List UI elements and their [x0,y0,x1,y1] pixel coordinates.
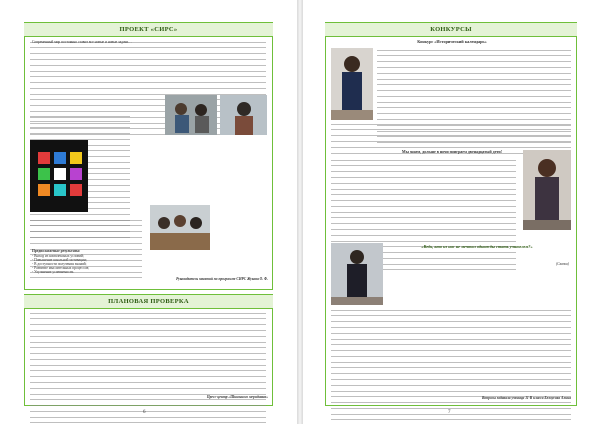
student-standing-photo [331,243,383,305]
teacher-portrait-photo [523,150,571,230]
inspection-signature: Пресс-центр «Школьного меридиана» [206,395,268,399]
page-number-left: 6 [143,410,146,415]
results-item-5: - Улучшение успеваемости. [32,270,75,274]
inspection-text-block [30,311,266,427]
intro-text: Современный мир постоянно ставит все новые и новые задачи… [32,40,132,44]
contest-subtitle: Конкурс «Исторический календарь» [417,40,487,44]
student-portrait-photo [331,48,373,120]
results-item-2: - Повышение школьной мотивации; [32,258,87,262]
left-page [0,0,297,424]
students-photo-2 [220,95,267,135]
contest-quote: «Ведь, кто из нас не мечтал однажды стать учителем?» [421,245,533,249]
students-photo-1 [165,95,217,135]
sirs-signature: Руководитель занятий по программе СИРС Жукова О. Ф. [176,277,268,281]
colored-squares-image [30,140,88,212]
results-item-1: - Выход из комплексных условий; [32,254,84,258]
contest-subtitle-2: Мы знаем, дольше в ночи поиграем двенадцатый дети! [401,150,503,154]
section-header-contests: КОНКУРСЫ [325,22,577,37]
puzzle-grid-icon [30,140,88,212]
contest-text-block-4 [331,308,571,424]
page-number-right: 7 [448,410,451,415]
results-item-4: - Развитие мыслительных процессов; [32,266,90,270]
contest-byline: Вопросы задавала ученица 11-В класса Белоусова Алина [481,396,571,400]
students-table-photo [150,205,210,250]
results-item-3: - В доступности получения знаний; [32,262,87,266]
contest-quote-author: (Сказка) [556,262,569,266]
section-header-sirs: ПРОЕКТ «СИРС» [24,22,273,37]
right-page [303,0,600,424]
section-header-inspection: ПЛАНОВАЯ ПРОВЕРКА [24,294,273,309]
results-list-heading: Предполагаемые результаты: [32,249,81,253]
